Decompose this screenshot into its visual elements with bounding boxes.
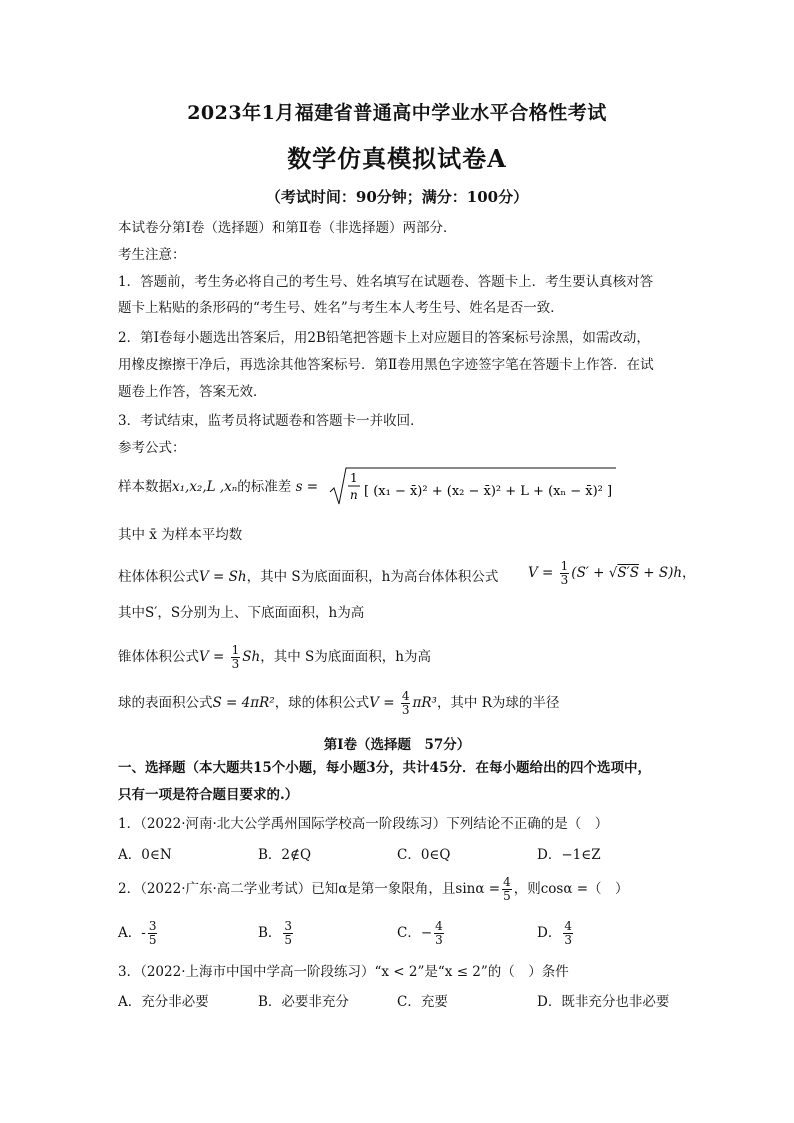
section-heading-a: 一、选择题（本大题共15个小题，每小题3分，共计45分．在每小题给出的四个选项中， [118, 760, 651, 776]
question-3-stem: 3．（2022·上海市中国中学高一阶段练习）“x < 2”是“x ≤ 2”的（ ）条件 [118, 964, 569, 980]
notice-item-1b: 题卡上粘贴的条形码的“考生号、姓名”与考生本人考生号、姓名是否一致． [118, 300, 564, 316]
q3-option-b: B．必要非充分 [258, 994, 349, 1010]
svg-text:n: n [350, 488, 358, 502]
svg-text:[ (x₁ − x̄)² + (x₂ − x̄)² + L: [ (x₁ − x̄)² + (x₂ − x̄)² + L + (xₙ − x̄)² ] [364, 484, 613, 499]
prism-formula: V = Sh [199, 569, 247, 585]
sphere-note: ，其中 R为球的半径 [436, 695, 560, 711]
cone-prefix: 锥体体积公式 [118, 649, 199, 665]
sphere-area: S = 4πR² [212, 695, 275, 711]
frustum-formula: V = $\frac{1}{3}$ (S′ + √S′S + S)h， [528, 559, 696, 587]
exam-title: 2023年1月福建省普通高中学业水平合格性考试 [187, 102, 607, 124]
std-prefix: 样本数据 [118, 479, 172, 495]
notice-item-2b: 用橡皮擦擦干净后，再选涂其他答案标号．第Ⅱ卷用黑色字迹签字笔在答题卡上作答．在试 [118, 357, 654, 373]
sphere-mid: ，球的体积公式 [274, 695, 370, 711]
prism-prefix: 柱体体积公式 [118, 569, 199, 585]
q2-option-b: B． $\frac{3}{5}$ [258, 919, 293, 947]
q3-option-a: A．充分非必要 [118, 994, 209, 1010]
notice-item-2c: 题卷上作答，答案无效． [118, 384, 267, 400]
q1-option-b: B．2∉Q [258, 847, 312, 863]
mean-note: 其中 x̄ 为样本平均数 [118, 527, 243, 543]
intro-text: 本试卷分第Ⅰ卷（选择题）和第Ⅱ卷（非选择题）两部分． [118, 220, 457, 236]
notice-item-3: 3．考试结束，监考员将试题卷和答题卡一并收回． [118, 413, 424, 429]
cone-formula-line: 锥体体积公式V = $\frac{1}{3}$ Sh，其中 S为底面面积，h为高 [118, 643, 431, 671]
sphere-prefix: 球的表面积公式 [118, 695, 213, 711]
q3-option-d: D．既非充分也非必要 [537, 994, 670, 1010]
std-vars: x₁,x₂,L ,xₙ [172, 479, 238, 495]
q1-option-a: A．0∈N [118, 847, 172, 863]
question-2-stem: 2．（2022·广东·高二学业考试）已知α是第一象限角，且sinα = $\frac{4}{5}$ ，则cosα =（ ） [118, 875, 629, 903]
section-title: 第Ⅰ卷（选择题 57分） [323, 737, 471, 753]
section-heading-b: 只有一项是符合题目要求的.） [118, 787, 299, 803]
cone-note: ，其中 S为底面面积，h为高 [260, 649, 431, 665]
q2-option-c: C．− $\frac{4}{3}$ [397, 919, 443, 947]
std-formula-svg [328, 466, 618, 508]
notice-title: 考生注意： [118, 247, 186, 263]
q2-option-d: D． $\frac{4}{3}$ [537, 919, 572, 947]
std-formula-line: 样本数据x₁,x₂,L ,xₙ的标准差 s = [118, 479, 319, 495]
prism-mid: ，其中 S为底面面积，h为高台体体积公式 [246, 569, 499, 585]
q3-option-c: C．充要 [397, 994, 448, 1010]
q2-option-a: A．- $\frac{3}{5}$ [118, 919, 157, 947]
q1-option-d: D．−1∈Z [537, 847, 601, 863]
notice-item-1a: 1．答题前，考生务必将自己的考生号、姓名填写在试题卷、答题卡上．考生要认真核对答 [118, 274, 654, 290]
q1-option-c: C．0∈Q [397, 847, 451, 863]
notice-item-2a: 2．第Ⅰ卷每小题选出答案后，用2B铅笔把答题卡上对应题目的答案标号涂黑，如需改动， [118, 330, 650, 346]
formula-title: 参考公式： [118, 440, 186, 456]
exam-info: （考试时间：90分钟；满分：100分） [265, 188, 529, 206]
frustum-note: 其中S′，S分别为上、下底面面积，h为高 [118, 605, 365, 621]
sphere-formula-line: 球的表面积公式S = 4πR²，球的体积公式V = $\frac{4}{3}$ πR³，其中 R为球的半径 [118, 689, 560, 717]
question-1-stem: 1．（2022·河南·北大公学禹州国际学校高一阶段练习）下列结论不正确的是（ ） [118, 816, 609, 832]
exam-subtitle: 数学仿真模拟试卷A [287, 144, 507, 173]
std-mid: 的标准差 [237, 479, 292, 495]
svg-text:1: 1 [350, 471, 358, 485]
